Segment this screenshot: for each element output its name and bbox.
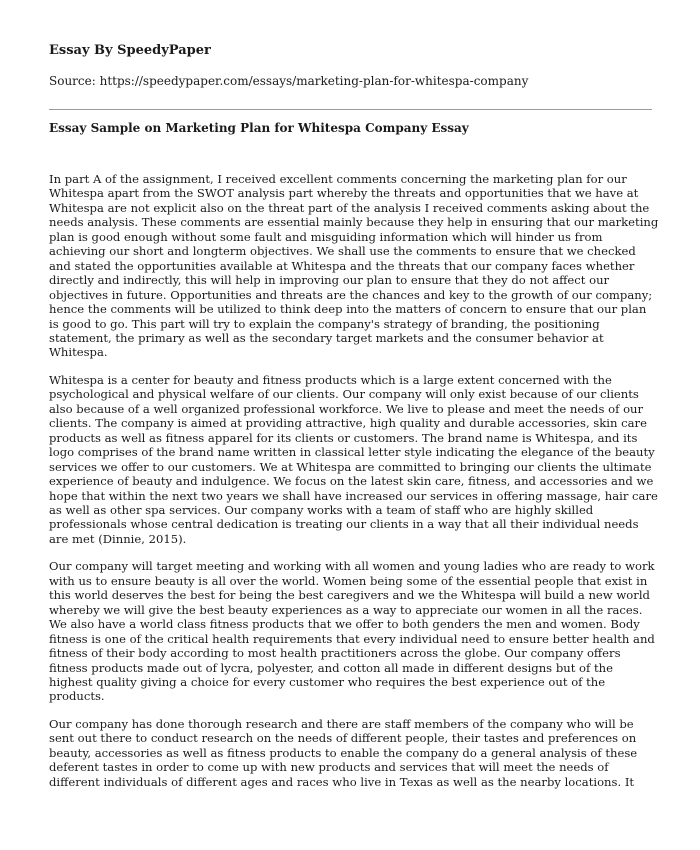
document-brand: Essay By SpeedyPaper [49,43,211,58]
source-line: Source: https://speedypaper.com/essays/marketing-plan-for-whitespa-company [49,74,529,88]
essay-paragraph: Our company will target meeting and working with all women and young ladies who are ready to work with us to ensure beauty is all over the world. Women being some of the essential people that exist in this world deserves the best for being the best caregivers and we the Whitespa will build a new world whereby we will give the best beauty experiences as a way to appreciate our women in all the races. We also have a world class fitness products that we offer to both genders the men and women. Body fitness is one of the critical health requirements that every individual need to ensure better health and fitness of their body according to most health practitioners across the globe. Our company offers fitness products made out of lycra, polyester, and cotton all made in different designs but of the highest quality giving a choice for every customer who requires the best experience out of the products. [49,559,655,704]
essay-paragraph: In part A of the assignment, I received excellent comments concerning the marketing plan for our Whitespa apart from the SWOT analysis part whereby the threats and opportunities that we have at Whitespa are not explicit also on the threat part of the analysis I received comments asking about the needs analysis. These comments are essential mainly because they help in ensuring that our marketing plan is good enough without some fault and misguiding information which will hinder us from achieving our short and longterm objectives. We shall use the comments to ensure that we checked and stated the opportunities available at Whitespa and the threats that our company faces whether directly and indirectly, this will help in improving our plan to ensure that they do not affect our objectives in future. Opportunities and threats are the chances and key to the growth of our company; hence the comments will be utilized to think deep into the matters of concern to ensure that our plan is good to go. This part will try to explain the company's strategy of branding, the positioning statement, the primary as well as the secondary target markets and the consumer behavior at Whitespa. [49,172,659,360]
essay-body [49,172,659,802]
essay-title: Essay Sample on Marketing Plan for Whitespa Company Essay [49,121,469,135]
header-divider [49,109,652,110]
essay-paragraph: Whitespa is a center for beauty and fitness products which is a large extent concerned with the psychological and physical welfare of our clients. Our company will only exist because of our clients also because of a well organized professional workforce. We live to please and meet the needs of our clients. The company is aimed at providing attractive, high quality and durable accessories, skin care products as well as fitness apparel for its clients or customers. The brand name is Whitespa, and its logo comprises of the brand name written in classical letter style indicating the elegance of the beauty services we offer to our customers. We at Whitespa are committed to bringing our clients the ultimate experience of beauty and indulgence. We focus on the latest skin care, fitness, and accessories and we hope that within the next two years we shall have increased our services in offering massage, hair care as well as other spa services. Our company works with a team of staff who are highly skilled professionals whose central dedication is treating our clients in a way that all their individual needs are met (Dinnie, 2015). [49,372,658,546]
essay-paragraph: Our company has done thorough research and there are staff members of the company who will be sent out there to conduct research on the needs of different people, their tastes and preferences on beauty, accessories as well as fitness products to enable the company do a general analysis of these deferent tastes in order to come up with new products and services that will meet the needs of different individuals of different ages and races who live in Texas as well as the nearby locations. It [49,716,638,789]
